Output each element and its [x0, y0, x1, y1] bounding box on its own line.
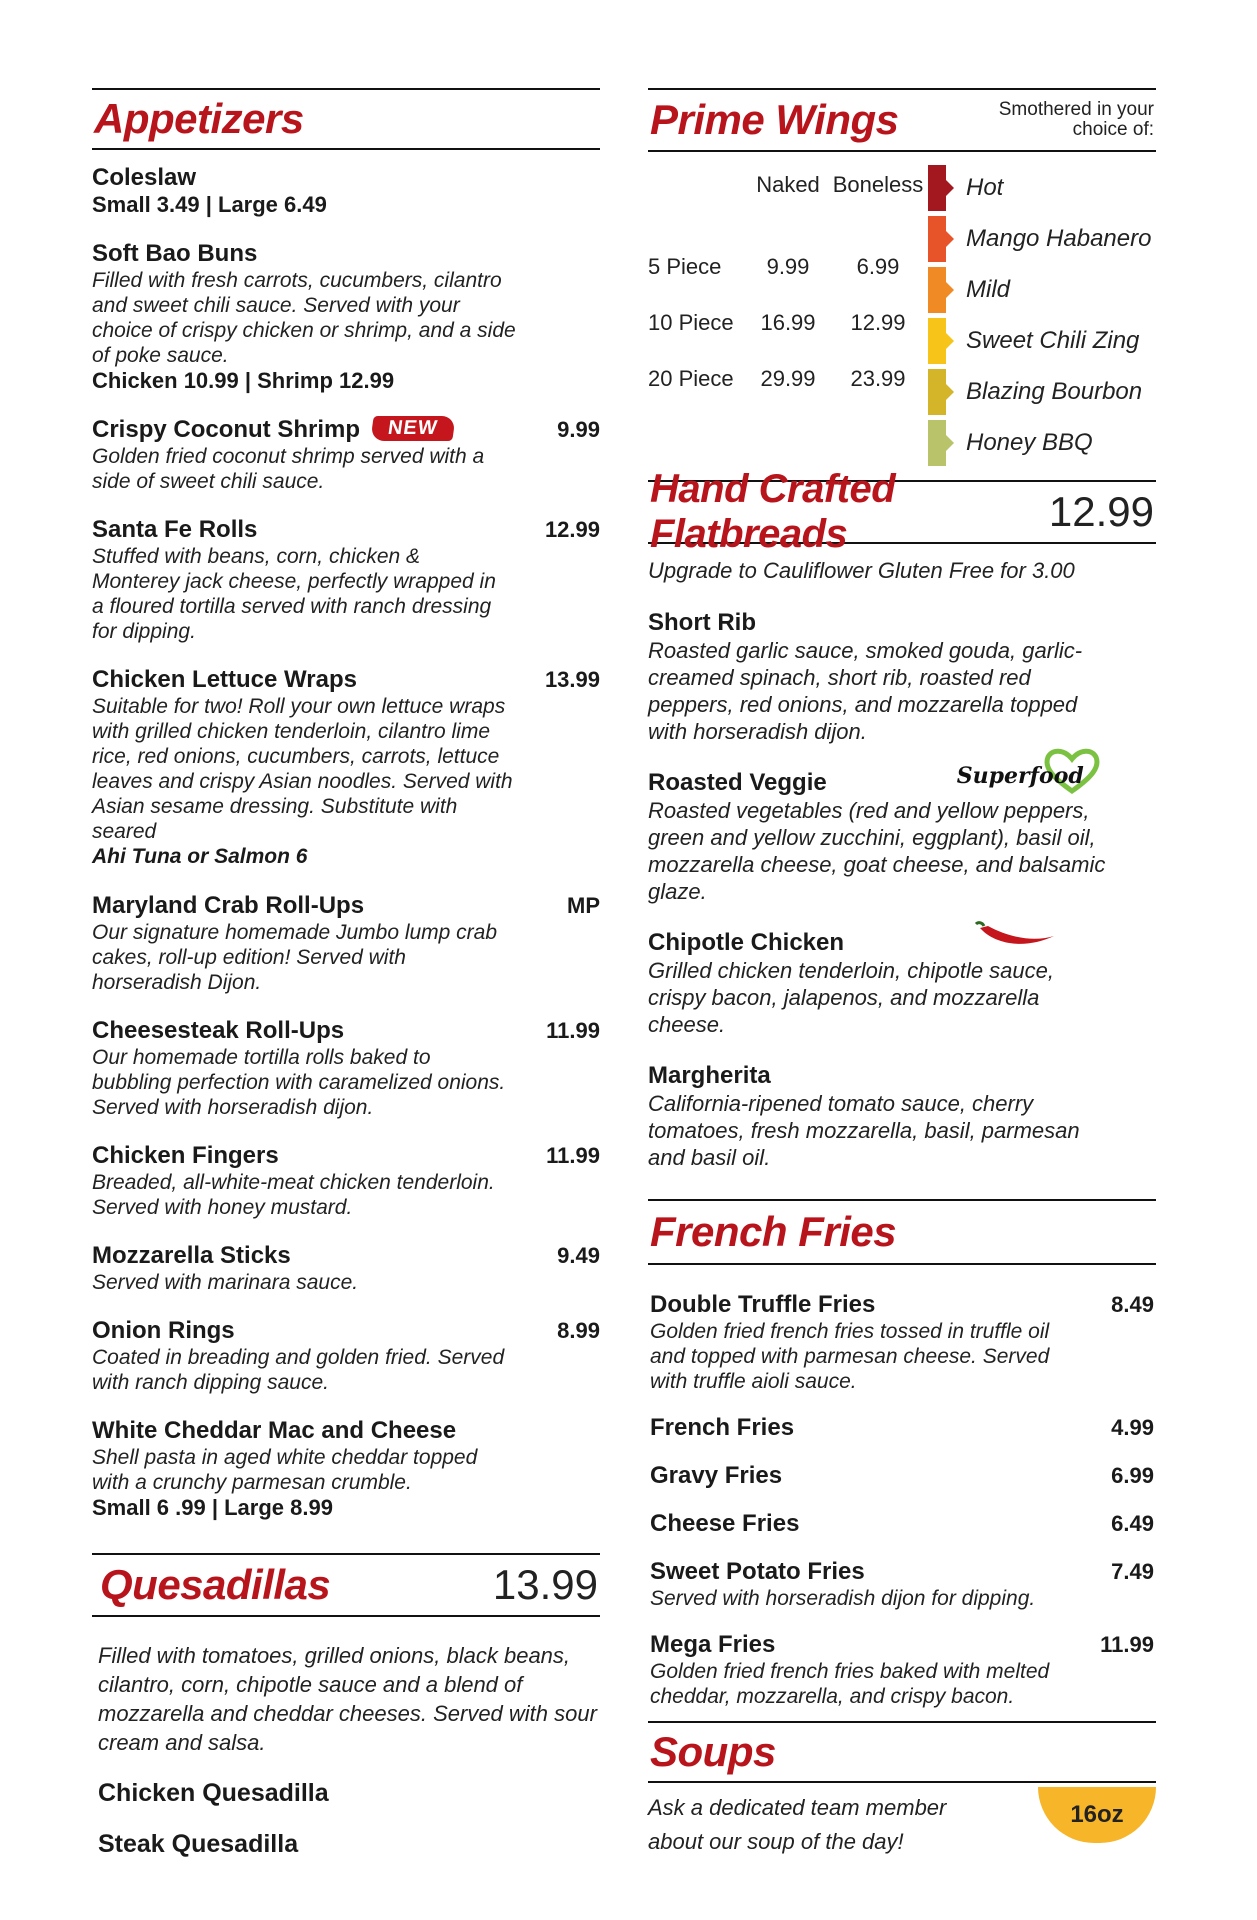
menu-item-header — [92, 1142, 600, 1170]
fries-name: Cheese Fries — [650, 1510, 800, 1537]
menu-item-header — [92, 164, 600, 192]
menu-item-price: 13.99 — [544, 667, 600, 692]
wings-pricing — [648, 152, 1156, 468]
menu-item-name-wrap — [92, 1242, 291, 1270]
sauce-name: Mango Habanero — [966, 224, 1152, 252]
menu-item-name: Chicken Lettuce Wraps — [92, 666, 357, 693]
menu-item — [92, 892, 600, 995]
sauce-list — [928, 162, 1156, 468]
quesadillas-header — [92, 1553, 600, 1617]
menu-item-name: Cheesesteak Roll-Ups — [92, 1017, 345, 1044]
fries-item-header — [650, 1462, 1154, 1490]
menu-item-price: 9.49 — [557, 1243, 600, 1268]
sauce-name: Honey BBQ — [966, 428, 1093, 456]
menu-item-description: Filled with fresh carrots, cucumbers, cilantro and sweet chili sauce. Served with your choice of crispy chicken or shrimp, and a side of poke sauce. — [92, 269, 516, 367]
menu-item — [92, 1017, 600, 1120]
menu-item-name-wrap — [92, 516, 257, 544]
sauce-item — [928, 417, 1156, 468]
fries-price: 11.99 — [1100, 1632, 1154, 1657]
menu-item — [92, 240, 600, 394]
menu-item-name: Coleslaw — [92, 164, 197, 191]
soups-header — [648, 1721, 1156, 1783]
menu-item-name: White Cheddar Mac and Cheese — [92, 1417, 457, 1444]
fries-title: French Fries — [650, 1208, 897, 1255]
fries-price: 4.99 — [1111, 1415, 1154, 1440]
menu-item — [92, 1242, 600, 1295]
fries-item-header — [650, 1558, 1154, 1586]
fries-name: French Fries — [650, 1414, 795, 1441]
menu-item-header — [92, 1242, 600, 1270]
menu-item-options: Chicken 10.99 | Shrimp 12.99 — [92, 368, 395, 393]
menu-item-description: Our homemade tortilla rolls baked to bubbling perfection with caramelized onions. Served with horseradish dijon. — [92, 1046, 506, 1119]
menu-item-name: Santa Fe Rolls — [92, 516, 258, 543]
menu-item-header — [92, 416, 600, 444]
menu-item-description: Breaded, all-white-meat chicken tenderloin. Served with honey mustard. — [92, 1171, 495, 1219]
menu-item-header — [92, 892, 600, 920]
menu-item-header — [92, 240, 600, 268]
col-boneless: Boneless — [832, 172, 924, 197]
menu-item-description: Stuffed with beans, corn, chicken & Monterey jack cheese, perfectly wrapped in a floured tortilla served with ranch dressing for dipping. — [92, 545, 496, 643]
menu-item-name-wrap — [92, 666, 357, 694]
fries-price: 6.49 — [1111, 1511, 1154, 1536]
flatbread-description: California-ripened tomato sauce, cherry tomatoes, fresh mozzarella, basil, parmesan and basil oil. — [648, 1091, 1080, 1170]
quesadillas-title: Quesadillas — [100, 1561, 331, 1608]
menu-item-name: Crispy Coconut Shrimp — [92, 416, 361, 443]
appetizers-header — [92, 88, 600, 150]
appetizers-title: Appetizers — [94, 95, 304, 142]
wings-header — [648, 88, 1156, 152]
menu-item-description: Coated in breading and golden fried. Served with ranch dipping sauce. — [92, 1346, 505, 1394]
flatbread-item — [648, 763, 1156, 905]
menu-item-price: 8.99 — [557, 1318, 600, 1343]
wings-row-label: 20 Piece — [648, 366, 734, 391]
menu-item — [92, 416, 600, 494]
fries-item — [648, 1291, 1156, 1394]
fries-header — [648, 1199, 1156, 1265]
wings-row — [648, 366, 928, 392]
quesadillas-description: Filled with tomatoes, grilled onions, black beans, cilantro, corn, chipotle sauce and a blend of mozzarella and cheddar cheeses. Served with sour cream and salsa. — [98, 1643, 597, 1755]
fries-item — [648, 1462, 1156, 1490]
flatbread-item-header — [648, 763, 1156, 797]
sauce-swatch — [928, 369, 946, 415]
menu-item — [92, 516, 600, 644]
wings-row — [648, 254, 928, 280]
soup-size-badge: 16oz — [1038, 1787, 1156, 1843]
wings-row-boneless: 12.99 — [850, 310, 906, 335]
left-column — [92, 88, 600, 1859]
sauce-name: Mild — [966, 275, 1011, 303]
flatbread-name: Roasted Veggie — [648, 769, 827, 796]
menu-item — [92, 164, 600, 218]
flatbread-description: Grilled chicken tenderloin, chipotle sauce, crispy bacon, jalapenos, and mozzarella cheese. — [648, 958, 1055, 1037]
sauce-swatch — [928, 318, 946, 364]
menu-item-price: MP — [567, 893, 600, 918]
menu-item-name-wrap — [92, 240, 257, 268]
menu-item-price: 12.99 — [544, 517, 600, 542]
sauce-name: Sweet Chili Zing — [966, 326, 1140, 354]
flatbread-item-header — [648, 929, 1156, 957]
menu-item-name-wrap — [92, 892, 364, 920]
sauce-swatch — [928, 420, 946, 466]
wings-row-naked: 9.99 — [766, 254, 810, 279]
menu-item-name-wrap — [92, 1317, 235, 1345]
sauce-item — [928, 162, 1156, 213]
flatbread-item — [648, 929, 1156, 1038]
menu-item-options: Small 6 .99 | Large 8.99 — [92, 1495, 333, 1520]
menu-item-price: 11.99 — [546, 1143, 600, 1168]
flatbreads-price: 12.99 — [1048, 488, 1154, 535]
wings-row-naked: 29.99 — [760, 366, 816, 391]
superfood-icon — [957, 763, 1084, 789]
fries-list — [648, 1291, 1156, 1709]
menu-item-options: Small 3.49 | Large 6.49 — [92, 192, 327, 217]
sauce-swatch — [928, 267, 946, 313]
sauce-name: Hot — [966, 173, 1004, 201]
sauce-item — [928, 366, 1156, 417]
flatbread-name: Chipotle Chicken — [648, 929, 845, 956]
menu-item-description: Served with marinara sauce. — [92, 1271, 359, 1294]
quesadilla-option-chicken: Chicken Quesadilla — [98, 1779, 329, 1807]
fries-item-header — [650, 1510, 1154, 1538]
flatbreads-upgrade-note: Upgrade to Cauliflower Gluten Free for 3.00 — [648, 558, 1075, 583]
new-badge: NEW — [370, 416, 455, 441]
fries-price: 8.49 — [1111, 1292, 1154, 1317]
fries-name: Gravy Fries — [650, 1462, 783, 1489]
menu-item — [92, 1417, 600, 1521]
appetizers-list — [92, 164, 600, 1521]
wings-title: Prime Wings — [650, 96, 899, 143]
flatbread-description: Roasted garlic sauce, smoked gouda, garlic-creamed spinach, short rib, roasted red peppers, red onions, and mozzarella topped with horseradish dijon. — [648, 638, 1083, 744]
menu-item-options: Ahi Tuna or Salmon 6 — [92, 845, 308, 868]
flatbread-name: Margherita — [648, 1062, 771, 1089]
superfood-label: Superfood — [956, 763, 1084, 789]
menu-item — [92, 1142, 600, 1220]
wings-row-label: 10 Piece — [648, 310, 734, 335]
wings-sauce-note: Smothered in your choice of: — [998, 99, 1154, 140]
menu-item-description: Our signature homemade Jumbo lump crab cakes, roll-up edition! Served with horseradish Dijon. — [92, 921, 498, 994]
menu-item-name-wrap — [92, 1417, 456, 1445]
quesadillas-price: 13.99 — [492, 1561, 598, 1608]
menu-item — [92, 666, 600, 870]
flatbread-name: Short Rib — [648, 609, 756, 636]
flatbreads-title: Hand Crafted Flatbreads — [650, 467, 896, 556]
wings-row — [648, 310, 928, 336]
quesadilla-option-steak: Steak Quesadilla — [98, 1830, 299, 1858]
fries-item-header — [650, 1414, 1154, 1442]
flatbreads-list — [648, 609, 1156, 1171]
menu-item-price: 11.99 — [546, 1018, 600, 1043]
soups-body — [648, 1787, 1156, 1859]
right-column — [648, 88, 1156, 1859]
fries-item — [648, 1631, 1156, 1709]
menu-item-header — [92, 1417, 600, 1445]
sauce-item — [928, 264, 1156, 315]
flatbread-item — [648, 609, 1156, 745]
menu-item-price: 9.99 — [557, 417, 600, 442]
fries-name: Mega Fries — [650, 1631, 776, 1658]
wings-row-naked: 16.99 — [760, 310, 816, 335]
fries-description: Golden fried french fries tossed in truffle oil and topped with parmesan cheese. Served with truffle aioli sauce. — [650, 1320, 1050, 1393]
fries-item — [648, 1510, 1156, 1538]
flatbread-description: Roasted vegetables (red and yellow peppers, green and yellow zucchini, eggplant), basil oil, mozzarella cheese, goat cheese, and balsamic glaze. — [648, 798, 1106, 904]
menu-item-name-wrap — [92, 1142, 279, 1170]
flatbread-item-header — [648, 1062, 1156, 1090]
flatbread-item-header — [648, 609, 1156, 637]
fries-item — [648, 1414, 1156, 1442]
menu-item-description: Shell pasta in aged white cheddar topped with a crunchy parmesan crumble. — [92, 1446, 478, 1494]
menu-item-name: Mozzarella Sticks — [92, 1242, 291, 1269]
fries-name: Sweet Potato Fries — [650, 1558, 865, 1585]
chili-pepper-icon — [974, 920, 1058, 954]
sauce-swatch — [928, 216, 946, 262]
menu-item-name: Chicken Fingers — [92, 1142, 279, 1169]
menu-item-name-wrap — [92, 1017, 344, 1045]
menu-item-name: Soft Bao Buns — [92, 240, 258, 267]
menu-item-header — [92, 1017, 600, 1045]
fries-item-header — [650, 1631, 1154, 1659]
menu-item — [92, 1317, 600, 1395]
fries-item-header — [650, 1291, 1154, 1319]
menu-item-name-wrap — [92, 164, 196, 192]
sauce-item — [928, 315, 1156, 366]
menu-item-name-wrap — [92, 416, 454, 444]
sauce-name: Blazing Bourbon — [966, 377, 1143, 405]
menu-item-header — [92, 666, 600, 694]
col-naked: Naked — [756, 172, 820, 197]
flatbreads-header — [648, 467, 1156, 556]
sauce-item — [928, 213, 1156, 264]
menu-item-header — [92, 516, 600, 544]
fries-name: Double Truffle Fries — [650, 1291, 876, 1318]
menu-item-name: Maryland Crab Roll-Ups — [92, 892, 365, 919]
fries-item — [648, 1558, 1156, 1611]
wings-row-boneless: 6.99 — [856, 254, 900, 279]
sauce-swatch — [928, 165, 946, 211]
wings-table-header — [648, 172, 928, 198]
fries-description: Served with horseradish dijon for dipping. — [650, 1587, 1036, 1610]
soups-title: Soups — [650, 1728, 776, 1775]
menu-item-header — [92, 1317, 600, 1345]
soups-description: Ask a dedicated team member about our soup of the day! — [648, 1795, 947, 1854]
fries-description: Golden fried french fries baked with melted cheddar, mozzarella, and crispy bacon. — [650, 1660, 1050, 1708]
fries-price: 7.49 — [1111, 1559, 1154, 1584]
wings-row-boneless: 23.99 — [850, 366, 906, 391]
fries-price: 6.99 — [1111, 1463, 1154, 1488]
flatbread-item — [648, 1062, 1156, 1171]
wings-row-label: 5 Piece — [648, 254, 722, 279]
menu-item-description: Suitable for two! Roll your own lettuce wraps with grilled chicken tenderloin, cilantro lime rice, red onions, cucumbers, carrots, lettuce leaves and crispy Asian noodles. Served with Asian sesame dressing. Substitute with seared — [92, 695, 513, 843]
menu-item-name: Onion Rings — [92, 1317, 235, 1344]
menu-item-description: Golden fried coconut shrimp served with a side of sweet chili sauce. — [92, 445, 485, 493]
